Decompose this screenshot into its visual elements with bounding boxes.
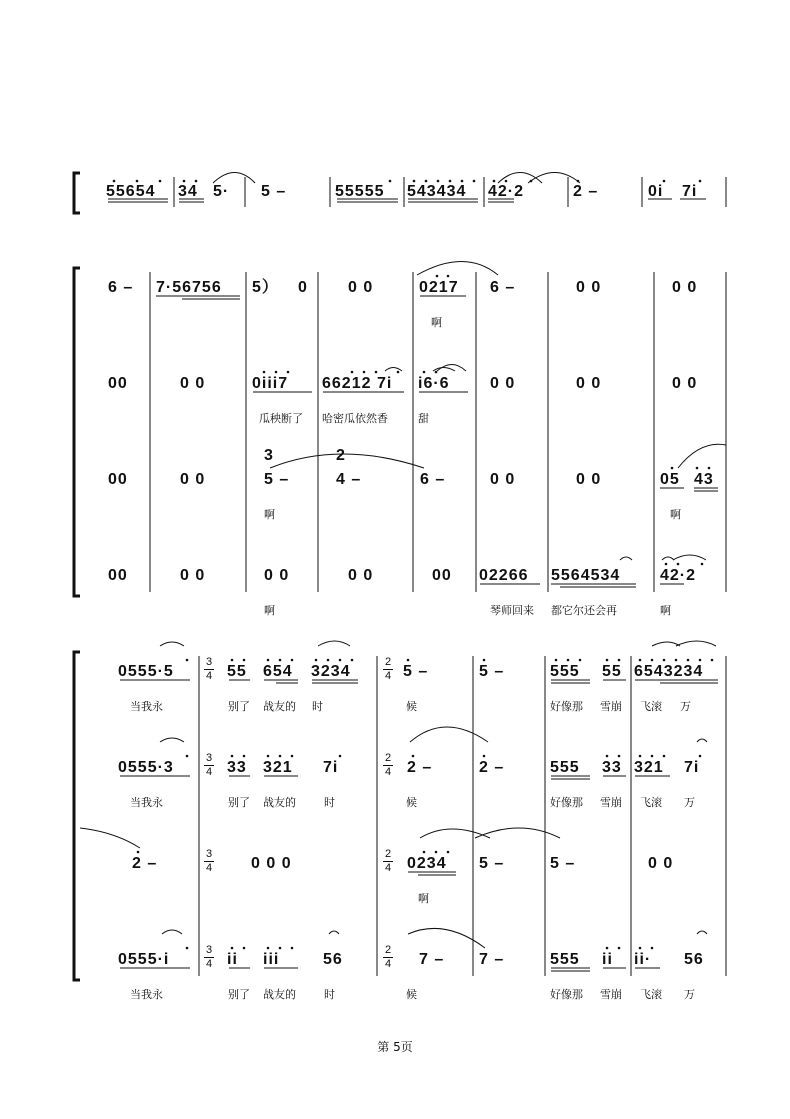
s3-st1-m2a: 55	[227, 663, 247, 680]
s3-st4-lyric-1: 当我永	[130, 988, 163, 1001]
s2-st4-lyric-6: 琴师回来	[490, 604, 534, 617]
s2-st1-m7: 0 0	[576, 279, 602, 296]
s3-st1-lyric-5b: 雪崩	[600, 700, 622, 713]
s2-st3-m8a: 05	[660, 471, 680, 488]
s2-st1-lyric-5: 啊	[431, 316, 442, 329]
s1-measure-7: 42·2	[488, 183, 525, 200]
s2-st2-m7: 0 0	[576, 375, 602, 392]
s3-st1-lyric-2c: 时	[312, 700, 323, 713]
s2-st4-m5: 00	[432, 567, 452, 584]
s2-st4-m1: 00	[108, 567, 128, 584]
s3-st1-m2c: 3234	[311, 663, 351, 680]
s2-st2-lyric-4: 哈密瓜依然香	[322, 412, 388, 425]
s3-st4-m5d: 56	[684, 951, 704, 968]
s3-st2-m4: 2 –	[479, 759, 505, 776]
time-sig-3-4-st3	[204, 849, 214, 874]
s2-st3-lyric-3: 啊	[264, 508, 275, 521]
s3-st2-lyric-5b: 雪崩	[600, 796, 622, 809]
s3-st4-lyric-2b: 战友的	[263, 988, 296, 1001]
s2-st2-m8: 0 0	[672, 375, 698, 392]
s2-st2-m1: 00	[108, 375, 128, 392]
s2-st3-m3-upper: 3	[264, 447, 274, 464]
time-sig-bottom: 4	[384, 766, 392, 778]
time-sig-top: 3	[205, 656, 213, 668]
s3-st1-lyric-5d: 万	[680, 700, 691, 713]
s1-measure-4: 5 –	[261, 183, 287, 200]
s3-st4-lyric-5b: 雪崩	[600, 988, 622, 1001]
s3-st1-lyric-5a: 好像那	[550, 700, 583, 713]
s2-st1-m1: 6 –	[108, 279, 134, 296]
s2-st2-m6: 0 0	[490, 375, 516, 392]
s2-st3-m1: 00	[108, 471, 128, 488]
s3-st3-m2: 0 0 0	[251, 855, 292, 872]
s2-st2-lyric-3: 瓜秧断了	[259, 412, 303, 425]
s2-st2-m5: i6·6	[418, 375, 450, 392]
s2-st1-m3b: 0	[298, 279, 308, 296]
time-sig-bottom: 4	[205, 670, 213, 682]
s3-st4-m5b: ii	[602, 951, 613, 968]
s2-st1-m8: 0 0	[672, 279, 698, 296]
s2-st4-m7: 5564534	[551, 567, 621, 584]
s3-st2-lyric-2a: 别了	[228, 796, 250, 809]
time-sig-3-4-st1	[204, 657, 214, 682]
s1-measure-3: 5·	[213, 183, 230, 200]
s3-st1-lyric-2b: 战友的	[263, 700, 296, 713]
s2-st1-m6: 6 –	[490, 279, 516, 296]
s3-st2-lyric-5a: 好像那	[550, 796, 583, 809]
time-sig-2-4-st3	[383, 849, 393, 874]
time-sig-top: 2	[384, 752, 392, 764]
s2-st3-m6: 0 0	[490, 471, 516, 488]
time-sig-top: 2	[384, 656, 392, 668]
s2-st1-m3: 5）	[252, 279, 279, 296]
s2-st4-m6: 02266	[479, 567, 529, 584]
page-number: 第 5页	[377, 1040, 413, 1054]
s2-st1-m5: 0217	[419, 279, 459, 296]
s3-st2-lyric-5c: 飞滚	[640, 796, 662, 809]
s2-st4-lyric-7: 都它尔还会再	[551, 604, 617, 617]
s3-st4-lyric-5c: 飞滚	[640, 988, 662, 1001]
s3-st1-lyric-5c: 飞滚	[640, 700, 662, 713]
s3-st4-m3: 7 –	[419, 951, 445, 968]
time-sig-top: 2	[384, 848, 392, 860]
time-sig-bottom: 4	[384, 958, 392, 970]
s3-st2-lyric-2b: 战友的	[263, 796, 296, 809]
s3-st1-m5b: 55	[602, 663, 622, 680]
s3-st4-lyric-3: 候	[406, 988, 417, 1001]
time-sig-2-4-st4	[383, 945, 393, 970]
s2-st4-lyric-3: 啊	[264, 604, 275, 617]
s3-st4-m2a: ii	[227, 951, 238, 968]
s3-st1-m5a: 555	[550, 663, 580, 680]
s3-st1-m5c: 6543234	[634, 663, 704, 680]
s3-st3-lyric-3: 啊	[418, 892, 429, 905]
s2-st4-m2: 0 0	[180, 567, 206, 584]
s3-st2-lyric-2c: 时	[324, 796, 335, 809]
s3-st4-m2b: iii	[263, 951, 280, 968]
time-sig-top: 3	[205, 848, 213, 860]
time-sig-bottom: 4	[205, 766, 213, 778]
s3-st2-lyric-3: 候	[406, 796, 417, 809]
s3-st2-m5d: 7i	[684, 759, 700, 776]
s3-st2-lyric-1: 当我永	[130, 796, 163, 809]
time-sig-top: 3	[205, 752, 213, 764]
s3-st4-m2c: 56	[323, 951, 343, 968]
s3-st1-m4: 5 –	[479, 663, 505, 680]
s1-measure-5: 55555	[335, 183, 385, 200]
s3-st3-m4: 5 –	[479, 855, 505, 872]
s3-st2-lyric-5d: 万	[684, 796, 695, 809]
s3-st4-lyric-5d: 万	[684, 988, 695, 1001]
s2-st3-m3: 5 –	[264, 471, 290, 488]
s2-st3-m4-upper: 2	[336, 447, 346, 464]
s3-st3-m5b: 0 0	[648, 855, 674, 872]
s2-st3-m4: 4 –	[336, 471, 362, 488]
s3-st2-m5b: 33	[602, 759, 622, 776]
s2-st2-m2: 0 0	[180, 375, 206, 392]
s3-st2-m5c: 321	[634, 759, 664, 776]
s1-measure-6: 543434	[407, 183, 467, 200]
s3-st3-m3: 0234	[407, 855, 447, 872]
s2-st2-m3: 0iii7	[252, 375, 289, 392]
time-sig-bottom: 4	[205, 958, 213, 970]
s3-st2-m3: 2 –	[407, 759, 433, 776]
time-sig-top: 2	[384, 944, 392, 956]
s1-measure-2: 34	[178, 183, 198, 200]
s3-st1-lyric-3: 候	[406, 700, 417, 713]
time-sig-2-4-st1	[383, 657, 393, 682]
s1-measure-8: 2 –	[573, 183, 599, 200]
s2-st4-m4: 0 0	[348, 567, 374, 584]
s3-st4-m5c: ii·	[634, 951, 652, 968]
s1-measure-9a: 0i	[648, 183, 664, 200]
s2-st3-m8b: 43	[694, 471, 714, 488]
s3-st4-m4: 7 –	[479, 951, 505, 968]
time-sig-bottom: 4	[384, 670, 392, 682]
s3-st2-m2c: 7i	[323, 759, 339, 776]
s2-st4-m8: 42·2	[660, 567, 697, 584]
s3-st4-m1: 0555·i	[118, 951, 170, 968]
s2-st1-m4: 0 0	[348, 279, 374, 296]
s3-st2-m5a: 555	[550, 759, 580, 776]
s3-st4-lyric-5a: 好像那	[550, 988, 583, 1001]
s2-st1-m2: 7·56756	[156, 279, 222, 296]
time-sig-bottom: 4	[384, 862, 392, 874]
s3-st1-lyric-2a: 别了	[228, 700, 250, 713]
s3-st1-m1: 0555·5	[118, 663, 174, 680]
time-sig-3-4-st4	[204, 945, 214, 970]
s3-st2-m2b: 321	[263, 759, 293, 776]
s3-st4-lyric-2c: 时	[324, 988, 335, 1001]
time-sig-2-4-st2	[383, 753, 393, 778]
s3-st4-m5a: 555	[550, 951, 580, 968]
s3-st2-m2a: 33	[227, 759, 247, 776]
s2-st2-lyric-5: 甜	[418, 412, 429, 425]
s3-st2-m1: 0555·3	[118, 759, 174, 776]
time-sig-bottom: 4	[205, 862, 213, 874]
s2-st2-m4: 66212 7i	[322, 375, 393, 392]
s3-st1-lyric-1: 当我永	[130, 700, 163, 713]
s2-st3-m5: 6 –	[420, 471, 446, 488]
s3-st1-m3: 5 –	[403, 663, 429, 680]
s2-st4-m3: 0 0	[264, 567, 290, 584]
s3-st3-m1: 2 –	[132, 855, 158, 872]
s2-st4-lyric-8: 啊	[660, 604, 671, 617]
s2-st3-m2: 0 0	[180, 471, 206, 488]
s1-measure-9b: 7i	[682, 183, 698, 200]
s2-st3-lyric-8: 啊	[670, 508, 681, 521]
s3-st1-m2b: 654	[263, 663, 293, 680]
s1-measure-1: 55654	[106, 183, 156, 200]
s2-st3-m7: 0 0	[576, 471, 602, 488]
time-sig-top: 3	[205, 944, 213, 956]
s3-st3-m5a: 5 –	[550, 855, 576, 872]
time-sig-3-4-st2	[204, 753, 214, 778]
s3-st4-lyric-2a: 别了	[228, 988, 250, 1001]
